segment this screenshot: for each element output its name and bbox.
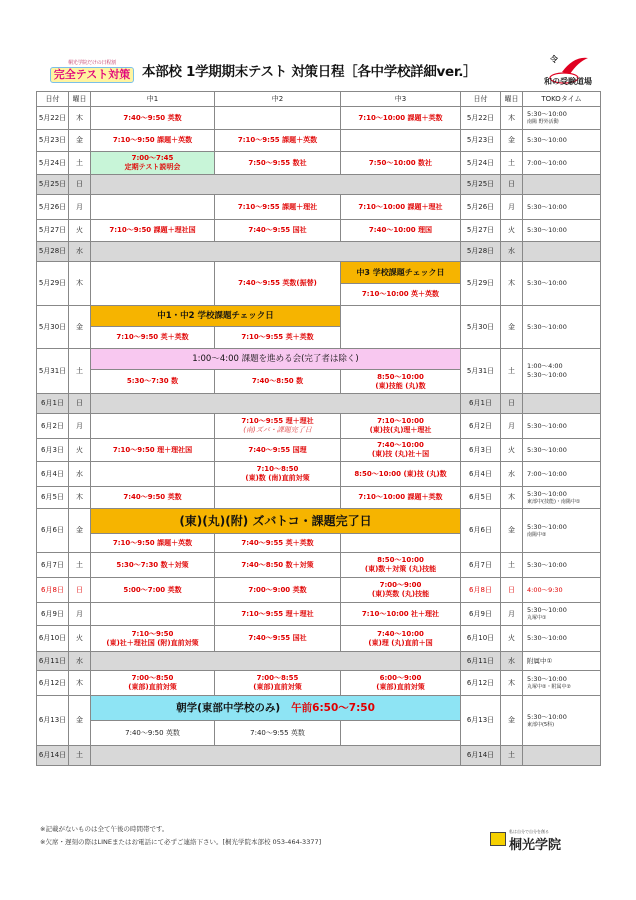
grade1-cell [91,462,215,487]
table-row [37,306,601,327]
grade1-cell: 7:10～9:50 英＋英数 [91,327,215,349]
date-cell: 6月14日 [37,746,69,766]
toko-time: 1:00～4:00 [527,362,563,370]
campaign-logo [50,60,134,86]
dow-cell: 火 [69,439,91,462]
date-cell: 5月30日 [37,306,69,349]
dow-cell: 水 [501,652,523,671]
date-cell: 6月11日 [461,652,501,671]
grade1-cell: 7:40～9:50 英数 [91,107,215,130]
grade3-cell: 7:10～10:00 社＋理社 [341,603,461,626]
dow-cell: 木 [501,487,523,509]
col-dow-right: 曜日 [501,92,523,107]
date-cell: 6月4日 [37,462,69,487]
date-cell: 6月12日 [37,671,69,696]
date-cell: 5月23日 [461,130,501,152]
emblem-era: 令 [550,55,558,64]
date-cell: 6月6日 [37,509,69,553]
date-cell: 6月8日 [37,578,69,603]
dow-cell: 水 [69,242,91,262]
grade2-cell [215,462,341,487]
date-cell: 5月29日 [461,262,501,306]
table-row [37,152,601,175]
toko-cell [523,509,601,553]
col-date: 日付 [37,92,69,107]
grade3-banner: 中3 学校課題チェック日 [341,262,461,284]
toko-time: 5:30～10:00 [527,606,567,614]
grade2-cell: 7:40～9:55 国社 [215,220,341,242]
grade1-cell [91,195,215,220]
table-row [37,439,601,462]
dow-cell: 木 [69,107,91,130]
school-motto: 私は自分で自分を創る [509,829,549,834]
dow-cell: 金 [69,130,91,152]
grade2-cell: 7:40～9:55 国理 [215,439,341,462]
dow-cell: 金 [69,509,91,553]
dow-cell: 水 [501,242,523,262]
grade3-cell: 7:50～10:00 数社 [341,152,461,175]
grade1-subject: (東部)直前対策 [128,683,177,691]
grade3-cell [341,626,461,652]
date-cell: 6月9日 [461,603,501,626]
toko-cell: 5:30～10:00 [523,195,601,220]
empty-cell [91,242,461,262]
date-cell: 6月7日 [37,553,69,578]
dow-cell: 水 [69,462,91,487]
date-cell: 6月1日 [37,394,69,414]
grade2-time: 7:00～8:55 [256,674,299,682]
date-cell: 6月4日 [461,462,501,487]
grade1-cell: 7:10～9:50 課題＋理社国 [91,220,215,242]
toko-cell [523,578,601,603]
grade3-subject: (東)技能 (丸)数 [375,381,426,390]
grade2-cell [215,414,341,439]
grade1-cell [91,671,215,696]
date-cell: 6月12日 [461,671,501,696]
dow-cell: 土 [501,152,523,175]
toko-cell: 附属中① [523,652,601,671]
dow-cell: 木 [69,671,91,696]
grade2-cell: 7:10～9:55 理＋理社 [215,603,341,626]
dow-cell: 火 [69,626,91,652]
schedule-table [36,91,601,766]
dow-cell: 金 [501,130,523,152]
dow-cell: 日 [501,175,523,195]
grade3-cell [341,578,461,603]
grade1-time: 7:00～8:50 [131,674,174,682]
dow-cell: 木 [501,107,523,130]
toko-time: 5:30～10:00 [527,712,567,721]
grade1-event: 定期テスト説明会 [124,163,181,171]
table-row-holiday [37,652,601,671]
toko-cell: 5:30～10:00 [523,414,601,439]
toko-cell: 7:00～10:00 [523,462,601,487]
grade3-cell [341,534,461,553]
dow-cell: 土 [69,746,91,766]
grade1-cell: 5:30～7:30 数 [91,370,215,394]
logo-main-text: 完全テスト対策 [50,67,134,83]
date-cell: 5月25日 [37,175,69,195]
grade2-cell: 7:10～9:55 課題＋理社 [215,195,341,220]
table-row-holiday [37,175,601,195]
table-row [37,414,601,439]
dow-cell: 日 [501,578,523,603]
grade2-cell [215,487,341,509]
table-row [37,671,601,696]
grade2-cell: 7:40～9:55 国社 [215,626,341,652]
date-cell: 5月28日 [461,242,501,262]
header [36,54,596,88]
col-dow: 曜日 [69,92,91,107]
dow-cell: 火 [501,626,523,652]
banner-morning-study-time: 午前6:50～7:50 [291,702,375,714]
grade1-cell: 5:30～7:30 数＋対策 [91,553,215,578]
grade2-cell [215,107,341,130]
table-row [37,553,601,578]
table-row [37,262,601,284]
grade2-cell: 7:10～9:55 英＋英数 [215,327,341,349]
grade3-cell: 7:10～10:00 課題＋英数 [341,487,461,509]
grade1-cell: 7:40～9:50 英数 [91,721,215,746]
grade3-cell: 8:50～10:00 (東)技 (丸)数 [341,462,461,487]
date-cell: 6月1日 [461,394,501,414]
toko-cell: 5:30～10:00 [523,553,601,578]
toko-note: 丸塚中① [527,615,547,621]
toko-cell [523,242,601,262]
dow-cell: 月 [69,195,91,220]
header-row [37,92,601,107]
dow-cell: 金 [501,509,523,553]
table-row-holiday [37,394,601,414]
date-cell: 5月30日 [461,306,501,349]
toko-time: 5:30～10:00 [527,522,567,531]
grade2-time: 7:10～8:50 [256,465,299,473]
dow-cell: 月 [501,195,523,220]
page-title: 本部校 1学期期末テスト 対策日程［各中学校詳細ver.］ [142,64,477,80]
grade2-cell: 7:10～9:55 課題＋英数 [215,130,341,152]
table-row [37,603,601,626]
dow-cell: 日 [501,394,523,414]
date-cell: 6月13日 [37,696,69,746]
date-cell: 5月23日 [37,130,69,152]
dow-cell: 火 [501,439,523,462]
grade1-cell: 7:10～9:50 課題＋英数 [91,130,215,152]
date-cell: 6月2日 [37,414,69,439]
dow-cell: 土 [69,349,91,394]
date-cell: 6月11日 [37,652,69,671]
grade1-time: 7:00～7:45 [131,154,174,162]
dow-cell: 木 [501,671,523,696]
toko-cell [523,107,601,130]
col-grade3: 中3 [341,92,461,107]
grade1-cell: 5:00～7:00 英数 [91,578,215,603]
date-cell: 6月10日 [461,626,501,652]
dow-cell: 金 [69,696,91,746]
grade2-cell: 7:40～8:50 数＋対策 [215,553,341,578]
toko-cell [523,349,601,394]
date-cell: 5月22日 [461,107,501,130]
toko-cell [523,603,601,626]
dow-cell: 火 [69,220,91,242]
grade2-time: 7:10～9:55 理＋理社 [241,417,314,425]
grade3-time: 8:50～10:00 [377,556,424,564]
table-row [37,626,601,652]
footnote-contact: ※欠席・遅刻の際はLINEまたはお電話にて必ずご連絡下さい。[桐光学院本部校 053-464-3377] [40,838,322,846]
grade3-subject: (東)技(丸)理＋理社 [369,426,432,434]
empty-cell [91,746,461,766]
dow-cell: 火 [501,220,523,242]
grade3-subject: (東)理 (丸)直前＋国 [368,638,433,647]
dow-cell: 日 [69,394,91,414]
date-cell: 5月31日 [461,349,501,394]
date-cell: 6月3日 [37,439,69,462]
grade2-cell: 7:40～9:55 英数 [215,721,341,746]
emblem-text: 和の受験道場 [544,77,592,86]
banner-checkday: 中1・中2 学校課題チェック日 [91,306,341,327]
grade3-cell: 7:10～10:00 課題＋英数 [341,107,461,130]
date-cell: 5月27日 [461,220,501,242]
dow-cell: 土 [69,553,91,578]
grade3-cell [341,553,461,578]
logo-caption: 桐光学院だけの日程割 [67,60,116,66]
dow-cell: 月 [501,414,523,439]
date-cell: 6月6日 [461,509,501,553]
toko-note: 南陽 野外活動 [527,119,559,125]
table-row [37,130,601,152]
footnote-afternoon: ※記載がないものは全て午後の時間帯です。 [40,825,169,833]
date-cell: 5月22日 [37,107,69,130]
grade3-subject: (東)数＋対策 (丸)技能 [364,565,437,573]
grade2-note: (南)ズバ・課題完了日 [243,426,312,434]
banner-homework-session: 1:00～4:00 課題を進める会(完了者は除く) [91,349,461,370]
school-name: 桐光学院 [509,838,562,853]
date-cell: 6月7日 [461,553,501,578]
dow-cell: 金 [501,306,523,349]
toko-note: 丸塚中②・附属中② [527,684,571,690]
banner-morning-study [91,696,461,721]
dow-cell: 土 [501,746,523,766]
dow-cell: 月 [501,603,523,626]
grade3-cell [341,439,461,462]
grade1-cell [91,626,215,652]
table-row-holiday [37,242,601,262]
grade3-cell [341,414,461,439]
grade1-cell [91,262,215,306]
date-cell: 5月27日 [37,220,69,242]
grade2-cell [215,671,341,696]
toko-cell [523,671,601,696]
dow-cell: 土 [501,349,523,394]
empty-cell [91,175,461,195]
grade1-cell: 7:40～9:50 英数 [91,487,215,509]
table-row-holiday [37,746,601,766]
date-cell: 5月26日 [37,195,69,220]
table-row [37,195,601,220]
table-row [37,349,601,370]
toko-note: 南陽中② [527,531,547,538]
grade3-cell: 7:10～10:00 課題＋理社 [341,195,461,220]
dow-cell: 木 [69,262,91,306]
grade2-cell: 7:40～8:50 数 [215,370,341,394]
grade1-cell [91,414,215,439]
table-row [37,220,601,242]
date-cell: 6月5日 [37,487,69,509]
school-logo [490,828,590,853]
toko-cell: 5:30～10:00 [523,220,601,242]
date-cell: 6月2日 [461,414,501,439]
col-date-right: 日付 [461,92,501,107]
banner-zubatoko-day: (東)(丸)(附) ズバトコ・課題完了日 [91,509,461,534]
dow-cell: 日 [69,578,91,603]
dow-cell: 日 [69,175,91,195]
toko-cell: 5:30～10:00 [523,626,601,652]
toko-cell [523,696,601,746]
grade3-time: 7:00～9:00 [379,581,422,589]
grade3-cell [341,721,461,746]
dow-cell: 金 [501,696,523,746]
empty-cell [91,652,461,671]
table-row-sunday [37,578,601,603]
dow-cell: 月 [69,603,91,626]
grade3-time: 8:50～10:00 [377,372,424,381]
grade1-cell: 7:10～9:50 理＋理社国 [91,439,215,462]
book-icon [490,832,506,846]
col-toko-time: TOKOタイム [523,92,601,107]
table-row [37,509,601,534]
date-cell: 6月14日 [461,746,501,766]
date-cell: 5月24日 [37,152,69,175]
table-row [37,107,601,130]
grade1-cell [91,603,215,626]
date-cell: 5月24日 [461,152,501,175]
toko-cell: 5:30～10:00 [523,130,601,152]
col-grade2: 中2 [215,92,341,107]
table-row [37,462,601,487]
dow-cell: 月 [69,414,91,439]
grade3-cell [341,370,461,394]
toko-time: 5:30～10:00 [527,675,567,683]
toko-cell [523,746,601,766]
toko-note: 東部中(技能)・南陽中① [527,498,581,505]
date-cell: 5月31日 [37,349,69,394]
date-cell: 6月10日 [37,626,69,652]
grade3-cell: 7:40～10:00 理国 [341,220,461,242]
table-row [37,487,601,509]
grade3-time: 7:10～10:00 [377,417,424,425]
grade1-cell [91,152,215,175]
grade1-cell: 7:10～9:50 課題＋英数 [91,534,215,553]
dow-cell: 土 [501,553,523,578]
col-grade1: 中1 [91,92,215,107]
grade3-subject: (東部)直前対策 [376,683,425,691]
empty-cell [91,394,461,414]
date-cell: 5月26日 [461,195,501,220]
grade3-cell [341,130,461,152]
grade2-cell: 7:40～9:55 英数(振替) [215,262,341,306]
table-row [37,696,601,721]
toko-cell [523,487,601,509]
toko-note: 東部中(5科) [527,721,555,728]
toko-time: 5:30～10:00 [527,371,567,379]
grade2-subject: (東)数 (南)直前対策 [245,474,310,482]
toko-time: 5:30～10:00 [527,110,567,118]
date-cell: 6月8日 [461,578,501,603]
grade2-subject: (東部)直前対策 [253,683,302,691]
date-cell: 5月28日 [37,242,69,262]
grade3-subject: (東)英数 (丸)技能 [371,590,430,598]
date-cell: 6月13日 [461,696,501,746]
grade1-time: 7:10～9:50 [131,629,174,638]
grade3-subject: (東)技 (丸)社＋国 [371,450,430,458]
grade2-cell: 7:50～9:55 数社 [215,152,341,175]
grade1-subject: (東)社＋理社国 (附)直前対策 [106,638,199,647]
grade3-cell [341,671,461,696]
toko-time: 4:00～9:30 [527,585,563,594]
banner-morning-study-label: 朝学(東部中学校のみ) [176,702,281,714]
dow-cell: 木 [69,487,91,509]
date-cell: 6月9日 [37,603,69,626]
dow-cell: 木 [501,262,523,306]
dow-cell: 水 [501,462,523,487]
toko-time: 5:30～10:00 [527,489,567,498]
toko-cell: 5:30～10:00 [523,306,601,349]
toko-cell: 7:00～10:00 [523,152,601,175]
grade3-cell [341,306,461,349]
toko-cell [523,394,601,414]
toko-cell: 5:30～10:00 [523,439,601,462]
grade3-time: 7:40～10:00 [377,629,424,638]
grade3-cell: 7:10～10:00 英＋英数 [341,284,461,306]
dow-cell: 金 [69,306,91,349]
grade3-time: 7:40～10:00 [377,441,424,449]
date-cell: 6月3日 [461,439,501,462]
grade2-cell: 7:40～9:55 英＋英数 [215,534,341,553]
dow-cell: 水 [69,652,91,671]
dow-cell: 土 [69,152,91,175]
emblem-logo [544,54,592,90]
date-cell: 6月5日 [461,487,501,509]
toko-cell [523,175,601,195]
grade3-time: 6:00～9:00 [379,674,422,682]
date-cell: 5月29日 [37,262,69,306]
date-cell: 5月25日 [461,175,501,195]
grade2-cell: 7:00～9:00 英数 [215,578,341,603]
toko-cell: 5:30～10:00 [523,262,601,306]
